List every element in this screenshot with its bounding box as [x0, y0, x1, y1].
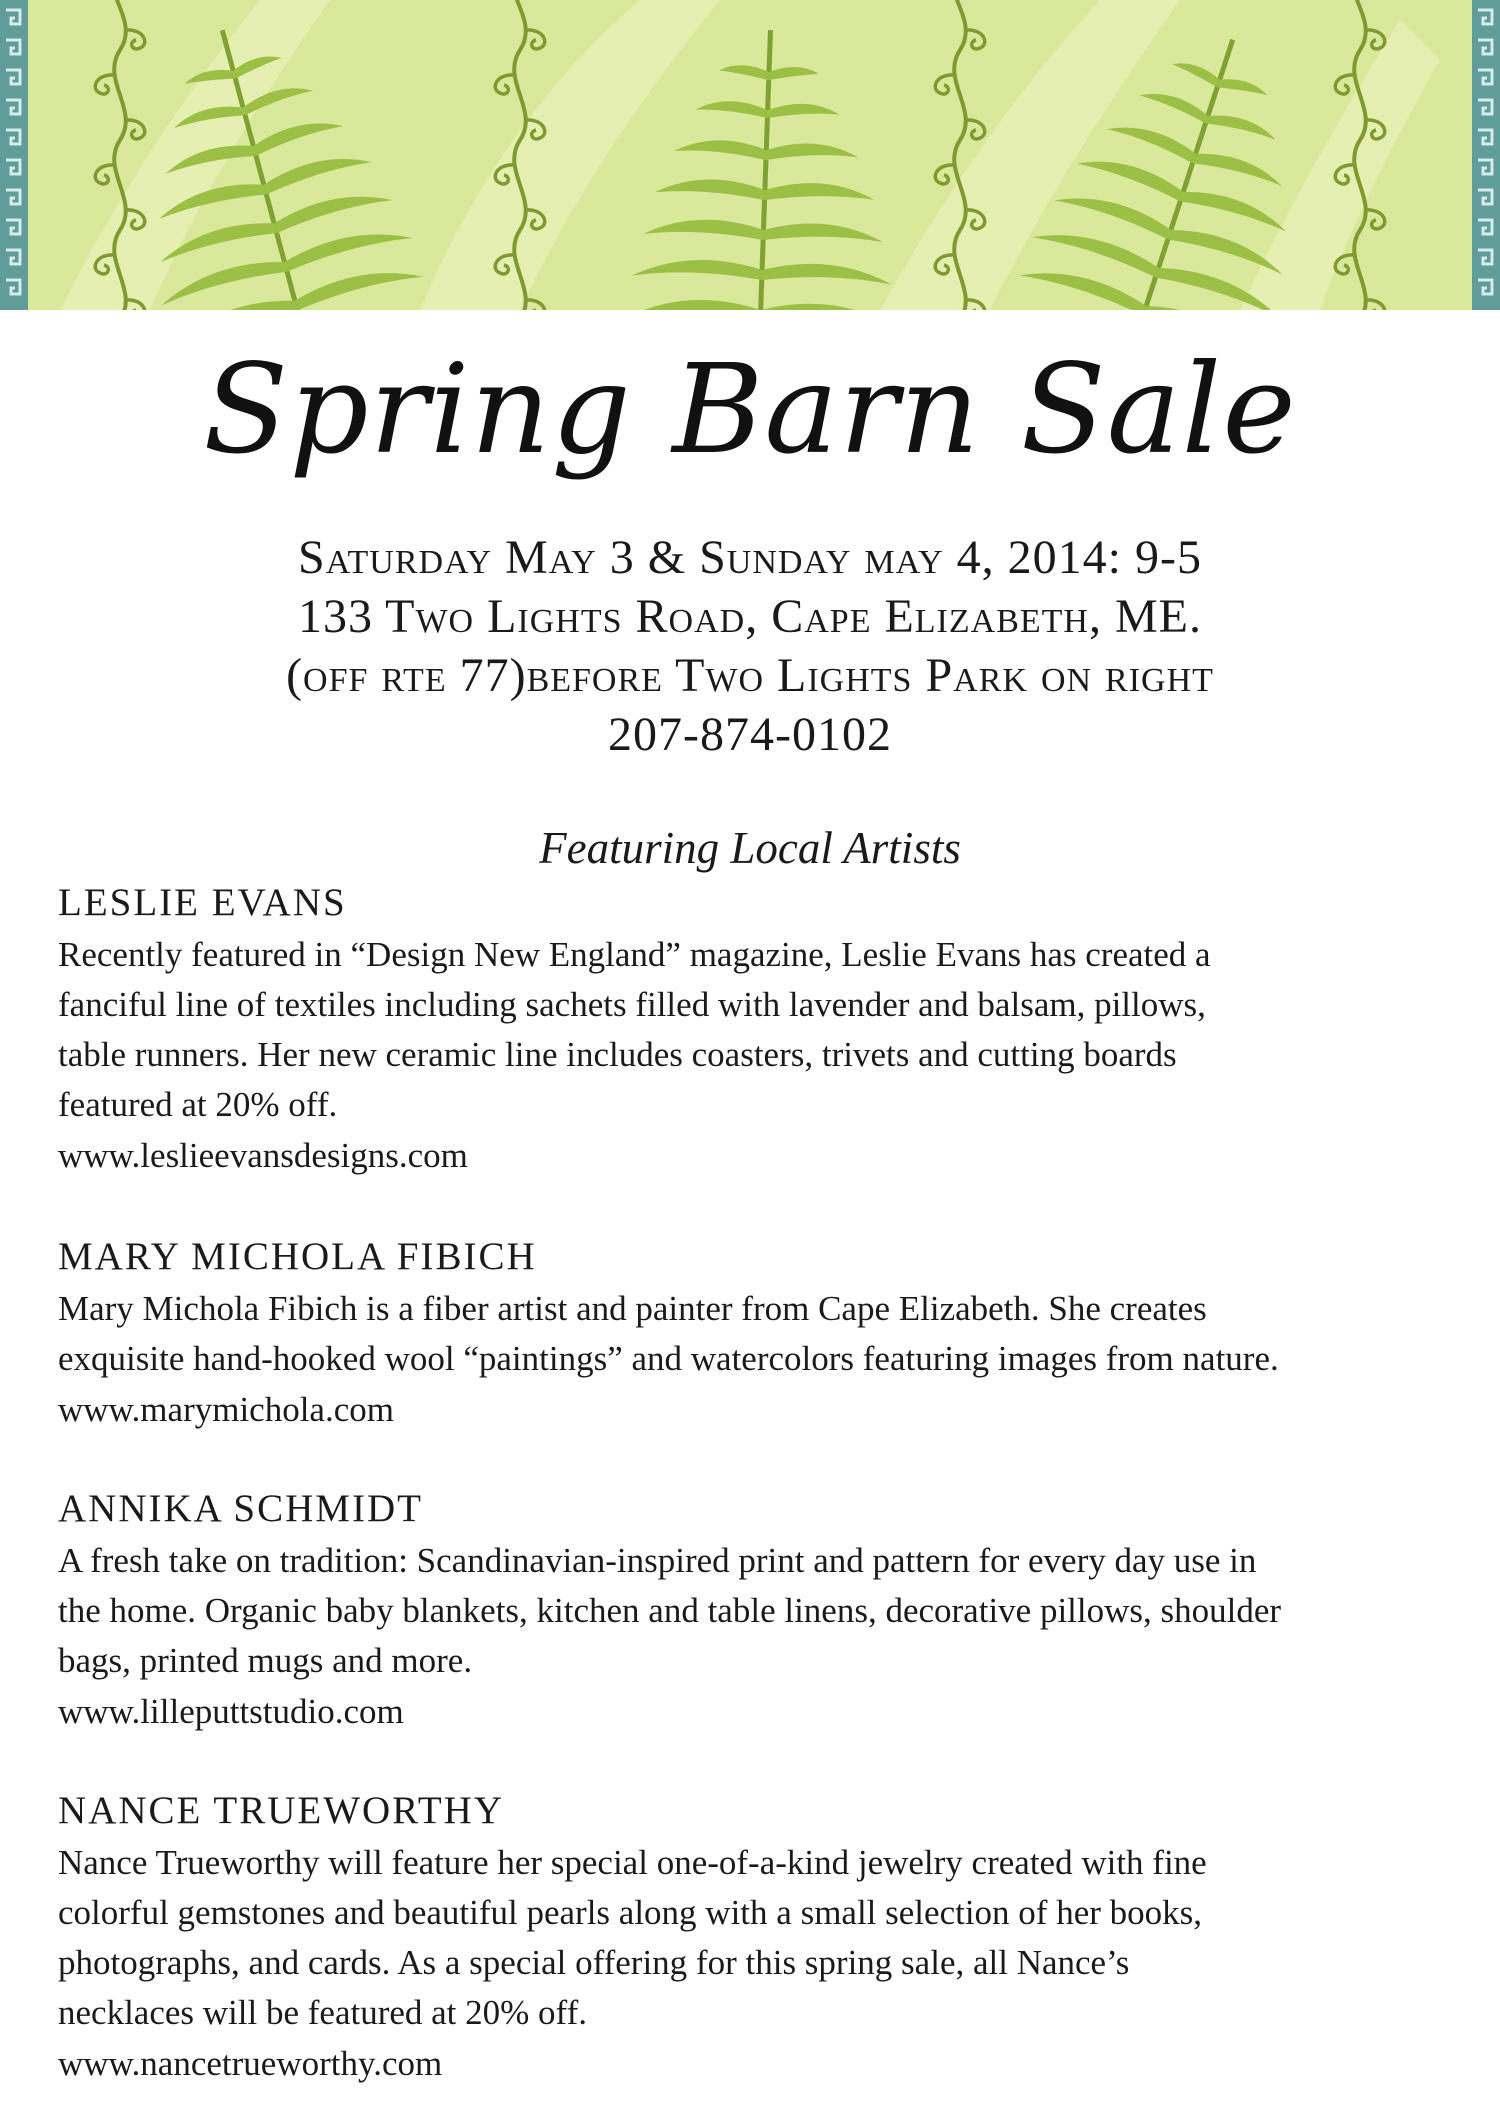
artist-name: LESLIE EVANS [58, 881, 347, 924]
artist-name: MARY MICHOLA FIBICH [58, 1235, 537, 1278]
artist-mary-michola-fibich [58, 1232, 1468, 1436]
description-line: A fresh take on tradition: Scandinavian-inspired print and pattern for every day use in [58, 1541, 1257, 1580]
description-line: featured at 20% off. [58, 1085, 338, 1124]
event-directions: (off rte 77)before Two Lights Park on right [286, 649, 1214, 702]
artist-nance-trueworthy [58, 1786, 1468, 2090]
event-address: 133 Two Lights Road, Cape Elizabeth, ME. [298, 590, 1202, 643]
event-dates: Saturday May 3 & Sunday may 4, 2014: 9-5 [298, 531, 1202, 584]
artist-website-link[interactable]: www.marymichola.com [58, 1390, 394, 1429]
artist-description [58, 1536, 1468, 1686]
featuring-heading: Featuring Local Artists [539, 823, 961, 873]
description-line: Recently featured in “Design New England” magazine, Leslie Evans has created a [58, 935, 1211, 974]
description-line: bags, printed mugs and more. [58, 1641, 473, 1680]
description-line: Nance Trueworthy will feature her special one-of-a-kind jewelry created with fine [58, 1843, 1207, 1882]
description-line: Mary Michola Fibich is a fiber artist and painter from Cape Elizabeth. She creates [58, 1289, 1207, 1328]
description-line: photographs, and cards. As a special offering for this spring sale, all Nance’s [58, 1943, 1130, 1982]
event-phone: 207-874-0102 [608, 708, 892, 761]
artist-website-link[interactable]: www.leslieevansdesigns.com [58, 1136, 468, 1175]
artist-leslie-evans [58, 878, 1468, 1182]
description-line: necklaces will be featured at 20% off. [58, 1993, 587, 2032]
header-banner [0, 0, 1500, 310]
artist-name: ANNIKA SCHMIDT [58, 1487, 423, 1530]
artist-description [58, 930, 1468, 1130]
page-title: Spring Barn Sale [203, 338, 1297, 482]
description-line: the home. Organic baby blankets, kitchen and table linens, decorative pillows, shoulder [58, 1591, 1282, 1630]
description-line: fanciful line of textiles including sachets filled with lavender and balsam, pillows, [58, 985, 1206, 1024]
artist-website-link[interactable]: www.lilleputtstudio.com [58, 1692, 404, 1731]
description-line: colorful gemstones and beautiful pearls along with a small selection of her books, [58, 1893, 1203, 1932]
artist-website-link[interactable]: www.nancetrueworthy.com [58, 2044, 443, 2083]
artist-description [58, 1284, 1468, 1384]
event-info [0, 528, 1500, 764]
description-line: table runners. Her new ceramic line includes coasters, trivets and cutting boards [58, 1035, 1177, 1074]
description-line: exquisite hand-hooked wool “paintings” and watercolors featuring images from nature. [58, 1339, 1279, 1378]
artist-annika-schmidt [58, 1484, 1468, 1738]
artist-name: NANCE TRUEWORTHY [58, 1789, 504, 1832]
artist-description [58, 1838, 1468, 2038]
